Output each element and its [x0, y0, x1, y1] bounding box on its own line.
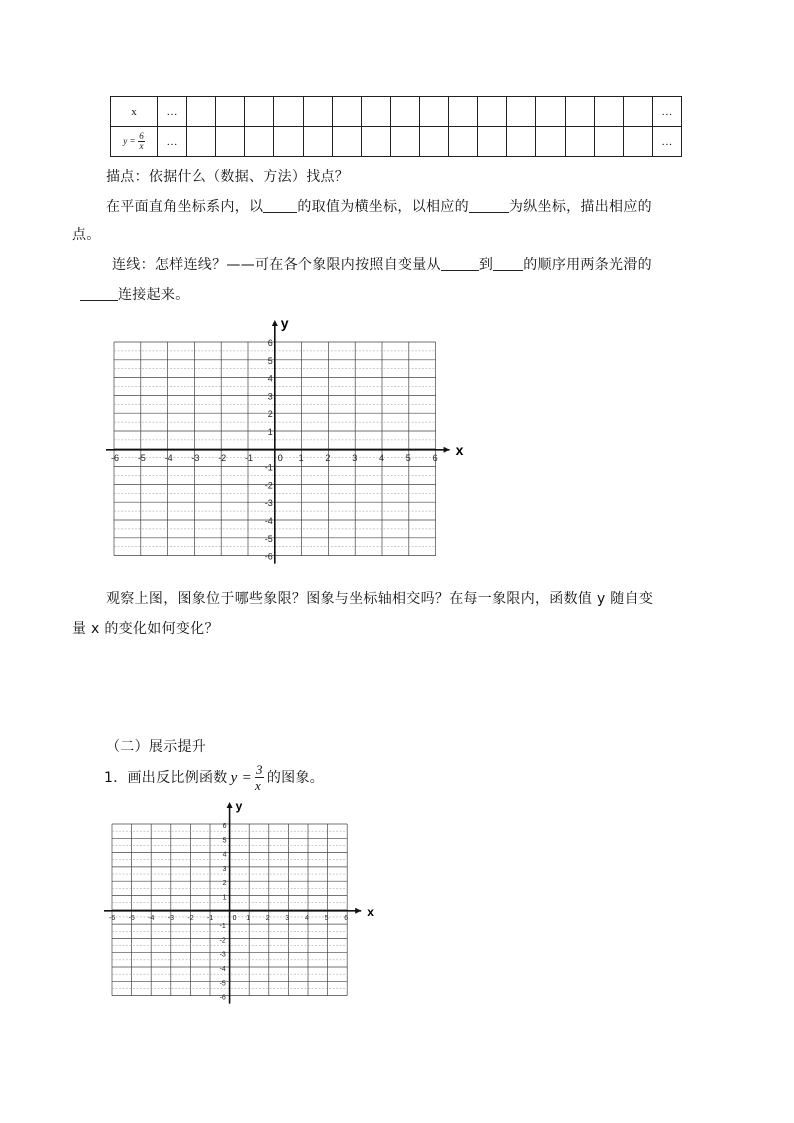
y-axis-arrow: [272, 320, 278, 326]
y-tick-label: 4: [267, 373, 273, 384]
y-tick-label: -1: [219, 923, 226, 931]
x-tick-label: -4: [148, 914, 155, 922]
x-tick-label: -5: [128, 914, 135, 922]
question-formula-denominator: x: [255, 778, 262, 793]
x-tick-label: 1: [298, 452, 304, 463]
y-tick-label: -5: [264, 533, 273, 544]
x-tick-label: 6: [344, 914, 349, 922]
question-formula-lhs: y =: [230, 769, 253, 786]
coordinate-grid-2: [98, 800, 378, 1008]
section-heading: （二）展示提升: [106, 739, 207, 755]
y-axis-label: y: [235, 800, 243, 813]
table-ellipsis-start: …: [158, 97, 187, 127]
question-1: [104, 762, 324, 793]
plot-instruction-line1: 在平面直角坐标系内，以 的取值为横坐标，以相应的 为纵坐标，描出相应的: [106, 199, 652, 215]
x-axis-label: x: [455, 441, 464, 458]
x-tick-label: 2: [325, 452, 331, 463]
formula-denominator: x: [139, 141, 144, 151]
x-axis-arrow: [444, 447, 450, 453]
x-tick-label: -2: [187, 914, 194, 922]
y-tick-label: -1: [264, 462, 273, 473]
blank-to: [493, 256, 523, 271]
x-tick-label: -4: [164, 452, 173, 463]
axes-1: [106, 320, 450, 564]
tick-labels-2: [109, 800, 374, 1002]
x-tick-label: -3: [191, 452, 200, 463]
blank-y: [469, 198, 509, 213]
y-tick-label: 6: [222, 823, 227, 830]
tick-labels-1: [111, 315, 464, 562]
connect-instruction-line1: 连线：怎样连线？——可在各个象限内按照自变量从 到 的顺序用两条光滑的: [112, 257, 652, 273]
y-tick-label: -4: [264, 516, 273, 526]
connect-instruction-line2: 连接起来。: [80, 284, 190, 306]
x-tick-label: 6: [432, 452, 438, 463]
x-tick-label: -6: [109, 914, 116, 922]
table-ellipsis-start-2: …: [158, 127, 187, 157]
y-tick-label: 5: [222, 837, 227, 845]
y-tick-label: 5: [267, 355, 273, 366]
observe-line1: 观察上图，图象位于哪些象限？图象与坐标轴相交吗？在每一象限内，函数值 y 随自变: [106, 591, 654, 607]
x-tick-label: -5: [137, 452, 146, 463]
table-y-formula: [111, 127, 158, 157]
y-tick-label: 3: [222, 865, 227, 873]
x-tick-label: 5: [324, 914, 329, 922]
y-tick-label: 1: [267, 427, 273, 437]
y-tick-label: -4: [219, 966, 226, 973]
y-tick-label: -3: [219, 951, 226, 959]
y-tick-label: 6: [267, 338, 273, 348]
y-tick-label: 2: [222, 880, 227, 888]
y-tick-label: -2: [219, 937, 226, 945]
table-row-y: [111, 127, 682, 157]
y-tick-label: -2: [264, 480, 273, 491]
x-axis-label: x: [367, 904, 374, 919]
x-tick-label: 3: [285, 914, 290, 922]
question-1-suffix: 的图象。: [266, 769, 325, 786]
x-tick-label: 3: [352, 452, 358, 463]
y-axis-label: y: [280, 315, 289, 331]
origin-label: 0: [277, 452, 283, 463]
origin-label: 0: [232, 914, 237, 922]
coordinate-grid-1: [100, 312, 480, 574]
formula-fraction: [138, 132, 145, 151]
table-ellipsis-end: …: [652, 97, 681, 127]
y-tick-label: 1: [222, 894, 227, 902]
y-tick-label: -6: [264, 551, 273, 562]
plot-label: 描点：依据什么（数据、方法）找点？: [106, 169, 350, 185]
question-formula-fraction: [255, 762, 264, 793]
x-tick-label: 4: [305, 914, 309, 922]
y-tick-label: -5: [219, 980, 226, 988]
observe-line2: 量 x 的变化如何变化？: [72, 621, 219, 637]
y-tick-label: 4: [222, 851, 227, 859]
value-table: [110, 96, 682, 157]
x-tick-label: 1: [246, 914, 251, 922]
x-tick-label: -6: [111, 452, 120, 463]
blank-curve: [80, 286, 118, 301]
table-x-label: x: [111, 97, 158, 127]
question-formula-numerator: 3: [256, 762, 263, 777]
x-tick-label: 5: [405, 452, 411, 463]
table-row-x: [111, 97, 682, 127]
table-ellipsis-end-2: …: [652, 127, 681, 157]
x-tick-label: -3: [167, 914, 175, 922]
x-axis-arrow: [355, 908, 361, 914]
x-tick-label: 4: [379, 452, 385, 463]
plot-instruction-line2: 点。: [72, 227, 101, 243]
blank-from: [441, 256, 479, 271]
formula-numerator: 6: [139, 131, 144, 141]
x-tick-label: -1: [245, 452, 254, 463]
x-tick-label: 2: [265, 914, 270, 922]
y-tick-label: 2: [267, 409, 273, 420]
question-1-prefix: 1．画出反比例函数: [104, 769, 228, 786]
x-tick-label: -1: [207, 914, 214, 922]
blank-x: [263, 198, 297, 213]
y-tick-label: -3: [264, 498, 273, 509]
x-tick-label: -2: [218, 452, 227, 463]
y-axis-arrow: [227, 802, 233, 808]
y-tick-label: -6: [219, 994, 226, 1002]
formula-lhs: y =: [123, 136, 136, 147]
y-tick-label: 3: [267, 391, 273, 402]
